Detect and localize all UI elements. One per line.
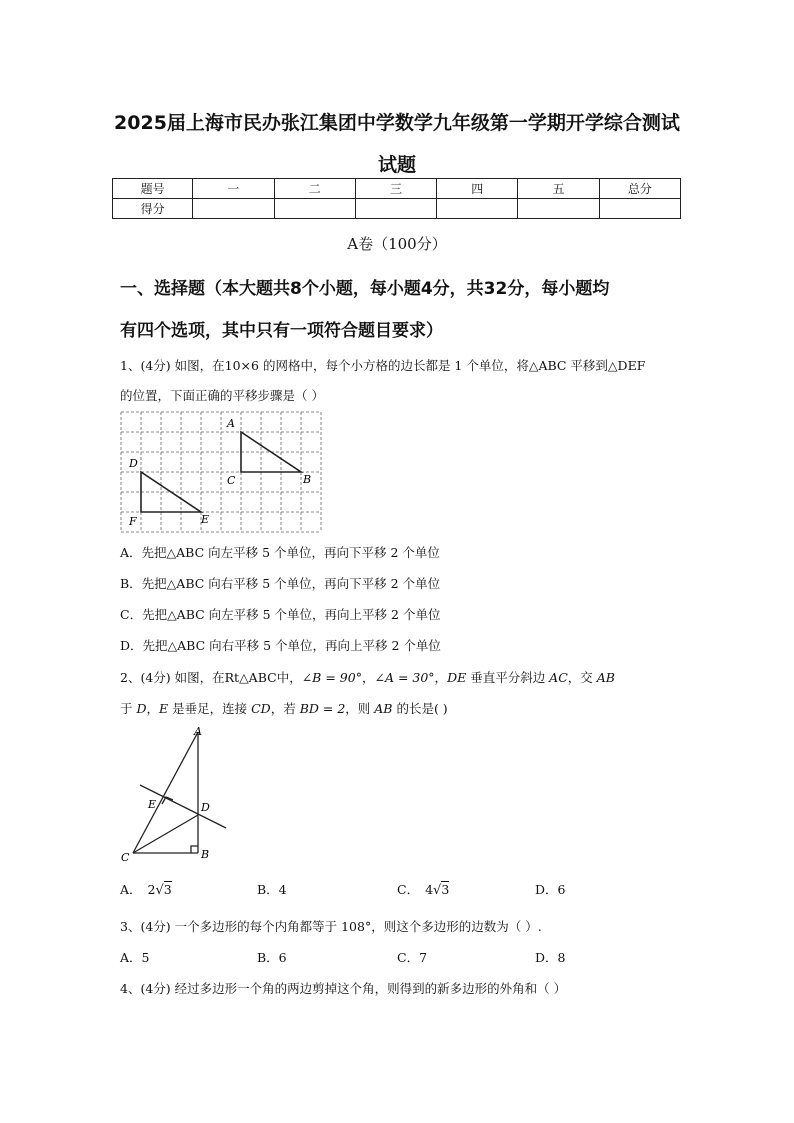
- q2-text: 是垂足，连接: [168, 701, 252, 716]
- sqrt-icon: √: [433, 883, 442, 898]
- section-heading-line2: 有四个选项，其中只有一项符合题目要求）: [120, 321, 443, 341]
- score-cell: [599, 199, 680, 219]
- q1-option-c: C．先把△ABC 向左平移 5 个单位，再向上平移 2 个单位: [120, 607, 441, 622]
- doc-title-line1: 2025届上海市民办张江集团中学数学九年级第一学期开学综合测试: [114, 112, 680, 134]
- q2-angle-a: ∠A = 30°: [374, 670, 435, 685]
- q2-text: ，: [361, 670, 375, 685]
- q1-option-b: B．先把△ABC 向右平移 5 个单位，再向下平移 2 个单位: [120, 576, 441, 591]
- triangle-lines: [133, 732, 226, 853]
- q2-text: 于: [120, 701, 137, 716]
- q3-option-b: B．6: [257, 950, 287, 965]
- label-b: B: [303, 473, 312, 486]
- q1-grid-figure: [115, 408, 330, 533]
- score-cell: [437, 199, 518, 219]
- q2-de: DE: [447, 670, 467, 685]
- score-cell: [518, 199, 599, 219]
- table-cell: 题号: [113, 179, 193, 199]
- score-table: [112, 178, 681, 219]
- score-table-header-row: [113, 179, 681, 199]
- q2-option-b: B．4: [257, 882, 287, 897]
- q2-d: D: [136, 701, 147, 716]
- label-d: D: [201, 801, 210, 814]
- q3-option-c: C．7: [397, 950, 428, 965]
- q2-text: ，若: [270, 701, 300, 716]
- score-table-score-row: [113, 199, 681, 219]
- q2-option-c: [397, 880, 449, 898]
- coefficient: 4: [425, 882, 434, 897]
- q2-cd: CD: [251, 701, 271, 716]
- q2-text: ，则: [345, 701, 375, 716]
- q2-text-line2: [120, 699, 448, 717]
- radicand: 3: [441, 882, 450, 897]
- q2-ab2: AB: [374, 701, 393, 716]
- q2-text: 的长是( ): [392, 701, 448, 716]
- doc-title-line2: 试题: [377, 154, 416, 176]
- table-cell: 三: [355, 179, 436, 199]
- label-f: F: [129, 515, 137, 528]
- q3-option-d: D．8: [535, 950, 566, 965]
- sqrt-icon: √: [155, 883, 164, 898]
- label-c: C: [227, 474, 236, 487]
- label-e: E: [148, 798, 157, 811]
- label-c: C: [121, 851, 130, 864]
- section-heading-line1: 一、选择题（本大题共8个小题，每小题4分，共32分，每小题均: [120, 279, 610, 299]
- table-cell: 总分: [599, 179, 680, 199]
- q2-triangle-figure: [110, 722, 250, 872]
- q2-ac: AC: [549, 670, 568, 685]
- q3-text: 3、(4分) 一个多边形的每个内角都等于 108°，则这个多边形的边数为（ ）.: [120, 919, 542, 934]
- q2-text-line1: [120, 668, 615, 686]
- q2-text: 垂直平分斜边: [466, 670, 550, 685]
- q2-text: ，: [434, 670, 448, 685]
- option-label: C．: [397, 882, 420, 897]
- q2-angle-b: ∠B = 90°: [301, 670, 362, 685]
- label-a: A: [194, 725, 202, 738]
- score-cell: [193, 199, 274, 219]
- coefficient: 2: [147, 882, 156, 897]
- q2-ab: AB: [596, 670, 615, 685]
- table-cell: 一: [193, 179, 274, 199]
- q1-text-line1: 1、(4分) 如图，在10×6 的网格中，每个小方格的边长都是 1 个单位，将△ABC 平移到△DEF: [120, 358, 646, 373]
- q1-option-d: D．先把△ABC 向右平移 5 个单位，再向上平移 2 个单位: [120, 638, 441, 653]
- q2-text: ，交: [567, 670, 597, 685]
- option-label: A．: [120, 882, 142, 897]
- q1-option-a: A．先把△ABC 向左平移 5 个单位，再向下平移 2 个单位: [120, 545, 440, 560]
- table-cell: 得分: [113, 199, 193, 219]
- q3-option-a: A．5: [120, 950, 150, 965]
- q4-text: 4、(4分) 经过多边形一个角的两边剪掉这个角，则得到的新多边形的外角和（ ）: [120, 981, 567, 996]
- label-b: B: [201, 848, 210, 861]
- q2-bd: BD = 2: [299, 701, 346, 716]
- q2-text: ，: [146, 701, 160, 716]
- q2-e: E: [159, 701, 169, 716]
- q1-text-line2: 的位置，下面正确的平移步骤是（ ）: [120, 388, 324, 403]
- label-d: D: [129, 457, 138, 470]
- label-e: E: [201, 513, 210, 526]
- score-cell: [274, 199, 355, 219]
- score-cell: [355, 199, 436, 219]
- table-cell: 四: [437, 179, 518, 199]
- q2-text: 2、(4分) 如图，在Rt△ABC中，: [120, 670, 302, 685]
- table-cell: 二: [274, 179, 355, 199]
- q2-option-a: [120, 880, 172, 898]
- q2-option-d: D．6: [535, 882, 566, 897]
- volume-heading: A卷（100分）: [347, 235, 447, 253]
- radicand: 3: [163, 882, 172, 897]
- table-cell: 五: [518, 179, 599, 199]
- label-a: A: [227, 417, 235, 430]
